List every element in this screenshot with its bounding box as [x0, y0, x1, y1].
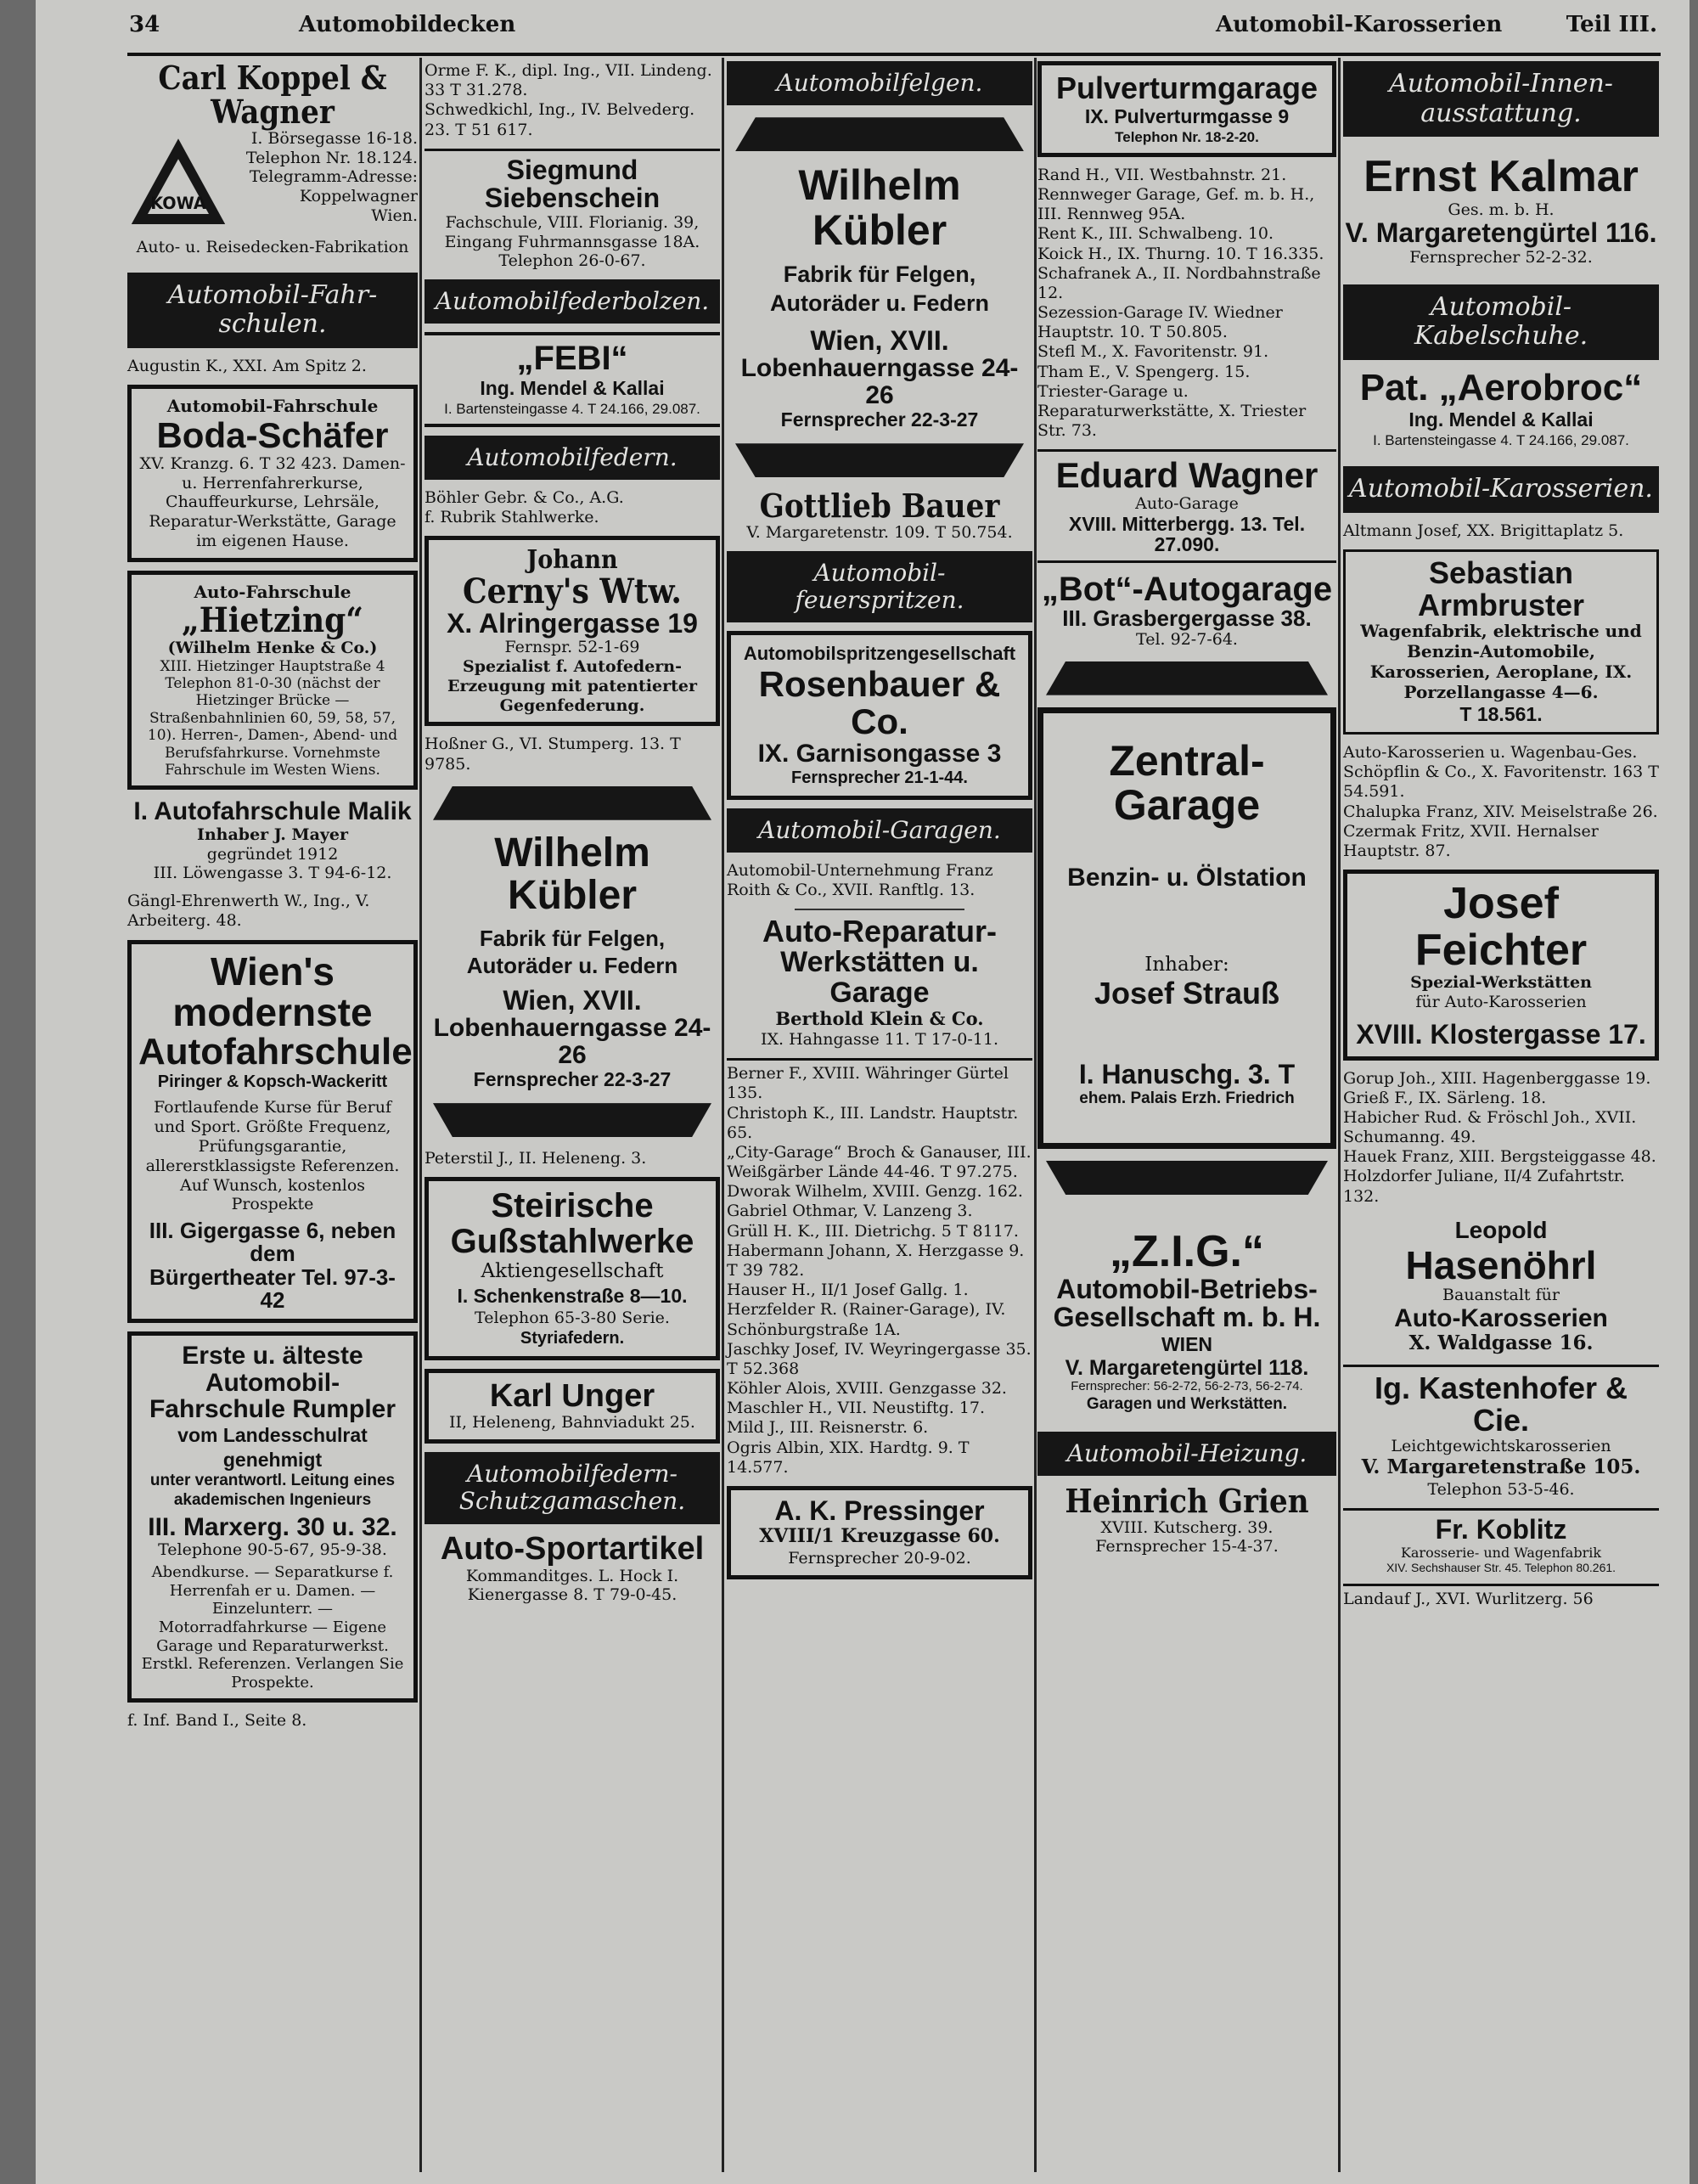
zentral-line: I. Hanuschg. 3. T	[1078, 1058, 1296, 1089]
garage-entries-2	[1037, 166, 1336, 441]
entry: Rand H., VII. Westbahnstr. 21.	[1037, 165, 1287, 184]
ad-rosenbauer	[727, 631, 1032, 799]
pressinger-line: Fernsprecher 20-9-02.	[788, 1548, 971, 1568]
entry: Dworak Wilhelm, XVIII. Genzg. 162.	[727, 1182, 1023, 1202]
entry: Gabriel Othmar, V. Lanzeng 3.	[727, 1202, 973, 1221]
klein-line: Berthold Klein & Co.	[775, 1008, 984, 1030]
entry: Rennweger Garage, Gef. m. b. H., III. Rennweg 95A.	[1037, 185, 1315, 224]
zentral-line: ehem. Palais Erzh. Friedrich	[1079, 1089, 1295, 1108]
ad-aerobroc	[1343, 366, 1659, 449]
hasenoehrl-line: Auto-Karosserien	[1394, 1303, 1608, 1332]
ad-bot	[1037, 571, 1336, 650]
kowa-logo-icon	[127, 132, 229, 234]
entry-augustin: Augustin K., XXI. Am Spitz 2.	[127, 356, 367, 375]
column-5	[1343, 61, 1659, 2172]
section-heading-feuerspritzen: Automobil-feuerspritzen.	[727, 551, 1032, 622]
sport-name: Auto-Sportartikel	[440, 1530, 705, 1567]
entry: Chalupka Franz, XIV. Meiselstraße 26.	[1343, 802, 1658, 821]
febi-name: „FEBI“	[516, 340, 628, 378]
entry: Czermak Fritz, XVII. Hernalser Hauptstr. 87.	[1343, 821, 1599, 860]
rumpler-addr: III. Marxerg. 30 u. 32.	[148, 1512, 397, 1541]
kuebler-addr: Lobenhauerngasse 24-26	[433, 1014, 711, 1069]
hasenoehrl-line: X. Waldgasse 16.	[1408, 1331, 1594, 1355]
feichter-name: Josef Feichter	[1414, 879, 1588, 975]
ad-grien	[1037, 1481, 1336, 1556]
febi-line: Ing. Mendel & Kallai	[480, 377, 665, 400]
koppel-line: Wien.	[371, 205, 418, 225]
bot-name: „Bot“-Autogarage	[1041, 570, 1333, 608]
bot-line: Tel. 92-7-64.	[1136, 629, 1238, 649]
klein-line: IX. Hahngasse 11. T 17-0-11.	[760, 1030, 999, 1050]
rumpler-line: vom Landesschulrat	[177, 1423, 368, 1446]
kastenhofer-name: Ig. Kastenhofer & Cie.	[1374, 1371, 1628, 1438]
grien-name: Heinrich Grien	[1065, 1481, 1309, 1520]
steirische-line: I. Schenkenstraße 8—10.	[457, 1285, 688, 1308]
zig-line: WIEN	[1161, 1332, 1213, 1355]
header-right-title: Automobil-Karosserien	[1216, 12, 1503, 37]
zentral-line: Benzin- u. Ölstation	[1067, 863, 1307, 892]
bot-line: III. Grasbergergasse 38.	[1062, 605, 1312, 631]
armbruster-text: Wagenfabrik, elektrische und Benzin-Automobile, Karosserien, Aeroplane, IX. Porzellangasse 4—6.	[1360, 621, 1642, 703]
entry: Hauek Franz, XIII. Bergsteiggasse 48.	[1343, 1147, 1656, 1167]
ad-hasenoehrl	[1343, 1215, 1659, 1356]
rumpler-line: Erste u. älteste Automobil-	[182, 1342, 363, 1397]
kastenhofer-line: Telephon 53-5-46.	[1427, 1480, 1575, 1500]
steirische-line: Gußstahlwerke	[450, 1223, 694, 1261]
unger-name: Karl Unger	[489, 1377, 655, 1414]
ad-cerny	[424, 536, 720, 726]
section-heading-karosserien: Automobil-Karosserien.	[1343, 466, 1659, 513]
ad-steirische	[424, 1177, 720, 1359]
kuebler-city: Wien, XVII.	[810, 324, 949, 356]
koblitz-line: XIV. Sechshauser Str. 45. Telephon 80.261.	[1386, 1560, 1616, 1574]
pressinger-line: XVIII/1 Kreuzgasse 60.	[759, 1525, 1000, 1548]
entry: Holzdorfer Juliane, II/4 Zufahrtstr. 132.	[1343, 1167, 1625, 1206]
bauer-text: V. Margaretenstr. 109. T 50.754.	[746, 523, 1013, 543]
wiens-sub: Piringer & Kopsch-Wackeritt	[157, 1072, 388, 1092]
pressinger-line: A. K. Pressinger	[774, 1494, 985, 1526]
entry-peterstil: Peterstil J., II. Heleneng. 3.	[424, 1149, 647, 1168]
klein-line: Auto-Reparatur-	[762, 914, 997, 949]
entry: Tham E., V. Spengerg. 15.	[1037, 362, 1251, 381]
garage-entries	[727, 1058, 1032, 1478]
ad-pulverturm	[1037, 61, 1336, 157]
column-4	[1037, 61, 1336, 2172]
armbruster-name: Sebastian Armbruster	[1417, 554, 1585, 622]
decorative-bar	[1046, 661, 1328, 695]
entry: Triester-Garage u. Reparaturwerkstätte, X. Triester Str. 73.	[1037, 381, 1307, 441]
boda-name: Boda-Schäfer	[156, 414, 389, 455]
entry: Rent K., III. Schwalbeng. 10.	[1037, 224, 1274, 244]
decorative-bar	[1046, 1161, 1328, 1195]
cerny-line: Spezialist f. Autofedern-Erzeugung mit patentierter Gegenfederung.	[447, 657, 697, 715]
ad-sportartikel	[424, 1530, 720, 1605]
column-1	[127, 61, 418, 2172]
decorative-bar	[433, 1103, 711, 1137]
kuebler-tel: Fernsprecher 22-3-27	[473, 1068, 672, 1091]
entry: Orme F. K., dipl. Ing., VII. Lindeng. 33 T 31.278.	[424, 61, 712, 100]
section-heading-felgen: Automobilfelgen.	[727, 61, 1032, 105]
ad-feichter	[1343, 870, 1659, 1060]
entry: Schwedkichl, Ing., IV. Belvederg. 23. T 51 617.	[424, 100, 695, 139]
ad-boda-schaefer	[127, 385, 418, 562]
entry: Mild J., III. Reisnerstr. 6.	[727, 1418, 929, 1438]
ad-koppel	[127, 61, 418, 257]
kalmar-line: V. Margaretengürtel 116.	[1345, 217, 1657, 249]
steirische-line: Steirische	[491, 1187, 654, 1225]
kuebler-text: Fabrik für Felgen, Autoräder u. Federn	[466, 925, 678, 979]
pulverturm-line: IX. Pulverturmgasse 9	[1084, 104, 1290, 127]
koppel-line: Telegramm-Adresse:	[249, 167, 418, 187]
header-part: Teil III.	[1566, 12, 1657, 37]
hasenoehrl-line: Bauanstalt für	[1442, 1286, 1560, 1305]
column-divider	[1338, 58, 1341, 2172]
rumpler-line: genehmigt	[222, 1448, 323, 1471]
hietzing-name: „Hietzing“	[181, 599, 364, 640]
entry-altmann: Altmann Josef, XX. Brigittaplatz 5.	[1343, 521, 1624, 540]
wiens-addr: III. Gigergasse 6, neben dem	[149, 1218, 396, 1267]
aerobroc-line: I. Bartensteingasse 4. T 24.166, 29.087.	[1373, 431, 1629, 448]
entry: Ogris Albin, XIX. Hardtg. 9. T 14.577.	[727, 1438, 970, 1477]
rumpler-text: Abendkurse. — Separatkurse f. Herrenfah er u. Damen. — Einzelunterr. — Motorradfahrkurse — Eigene Garage und Reparaturwerkst. Erstkl. Referenzen. Verlangen Sie Prospekte.	[141, 1563, 404, 1691]
steirische-line: Styriafedern.	[520, 1328, 625, 1348]
entries-orme	[424, 61, 720, 140]
entry: Koick H., IX. Thurng. 10. T 16.335.	[1037, 244, 1324, 263]
ad-kalmar	[1343, 154, 1659, 267]
zig-line: Fernsprecher: 56-2-72, 56-2-73, 56-2-74.	[1071, 1378, 1303, 1393]
wiens-addr: Bürgertheater Tel. 97-3-42	[149, 1264, 396, 1314]
entry: Habicher Rud. & Fröschl Joh., XVII. Schumanng. 49.	[1343, 1107, 1637, 1147]
section-heading-garagen: Automobil-Garagen.	[727, 808, 1032, 853]
entry: Jaschky Josef, IV. Weyringergasse 35. T 52.368	[727, 1339, 1032, 1378]
directory-page	[36, 0, 1690, 2184]
kuebler-tel: Fernsprecher 22-3-27	[780, 408, 979, 431]
ad-wiens-autofahrschule	[127, 940, 418, 1324]
ad-pressinger	[727, 1486, 1032, 1579]
section-heading-federbolzen: Automobilfederbolzen.	[424, 279, 720, 324]
column-divider	[722, 58, 724, 2172]
zentral-name: Zentral-Garage	[1109, 736, 1265, 830]
ad-malik	[127, 798, 418, 883]
koblitz-line: Karosserie- und Wagenfabrik	[1400, 1544, 1602, 1561]
entry-landauf: Landauf J., XVI. Wurlitzerg. 56	[1343, 1584, 1659, 1609]
hietzing-top: Auto-Fahrschule	[194, 581, 351, 602]
sport-text: Kommanditges. L. Hock I. Kienergasse 8. T 79-0-45.	[465, 1566, 679, 1605]
entry: Grüll H. K., III. Dietrichg. 5 T 8117.	[727, 1221, 1019, 1241]
rosenbauer-line: IX. Garnisongasse 3	[757, 740, 1002, 768]
grien-line: Fernsprecher 15-4-37.	[1095, 1537, 1279, 1556]
pulverturm-line: Pulverturmgarage	[1055, 70, 1318, 105]
malik-line: III. Löwengasse 3. T 94-6-12.	[153, 864, 392, 883]
boda-top: Automobil-Fahrschule	[166, 395, 379, 416]
page-number: 34	[129, 12, 160, 37]
ad-zentral-garage	[1037, 707, 1336, 1149]
koppel-line: I. Börsegasse 16-18.	[250, 128, 418, 148]
cerny-line: Fernspr. 52-1-69	[504, 638, 640, 657]
ad-armbruster	[1343, 549, 1659, 735]
aerobroc-line: Ing. Mendel & Kallai	[1408, 408, 1594, 431]
zig-line: Garagen und Werkstätten.	[1086, 1394, 1288, 1413]
entry: Maschler H., VII. Neustiftg. 17.	[727, 1399, 986, 1418]
ad-klein	[727, 915, 1032, 1050]
entry: Habermann Johann, X. Herzgasse 9. T 39 782.	[727, 1241, 1025, 1280]
wiens-text: Fortlaufende Kurse für Beruf und Sport. Größte Frequenz, Prüfungsgarantie, allererstklassigste Referenzen. Auf Wunsch, kostenlos Prospekte	[145, 1098, 400, 1214]
siebenschein-name: Siegmund Siebenschein	[484, 154, 661, 214]
kalmar-line: Ges. m. b. H.	[1448, 200, 1555, 219]
ad-siebenschein	[424, 149, 720, 272]
decorative-bar	[433, 786, 711, 820]
steirische-line: Aktiengesellschaft	[481, 1260, 664, 1283]
klein-line: Werkstätten u. Garage	[780, 945, 979, 1009]
feichter-line: für Auto-Karosserien	[1415, 993, 1587, 1012]
cerny-line: X. Alringergasse 19	[447, 607, 698, 639]
decorative-bar	[735, 443, 1024, 477]
page-header	[129, 12, 1657, 48]
column-3	[727, 61, 1032, 2172]
footnote: f. Inf. Band I., Seite 8.	[127, 1711, 307, 1731]
kuebler-name: Wilhelm Kübler	[798, 161, 961, 254]
header-rule	[127, 53, 1661, 56]
febi-line: I. Bartensteingasse 4. T 24.166, 29.087.	[444, 401, 700, 418]
decorative-bar	[735, 117, 1024, 151]
pulverturm-line: Telephon Nr. 18-2-20.	[1115, 128, 1259, 145]
entry: Sezession-Garage IV. Wiedner Hauptstr. 10. T 50.805.	[1037, 303, 1283, 342]
column-divider	[1034, 58, 1037, 2172]
entry: Grieß F., IX. Särleng. 18.	[1343, 1088, 1547, 1107]
ad-kuebler	[727, 163, 1032, 431]
malik-name: I. Autofahrschule Malik	[133, 797, 412, 826]
ad-koppel-name: Carl Koppel & Wagner	[158, 59, 387, 131]
entry-boehler	[424, 488, 720, 527]
wiens-line: modernste	[172, 989, 373, 1034]
feichter-line: XVIII. Klostergasse 17.	[1356, 1018, 1646, 1050]
column-2	[424, 61, 720, 2172]
boda-text: XV. Kranzg. 6. T 32 423. Damen- u. Herrenfahrerkurse, Chauffeurkurse, Lehrsäle, Reparatur-Werkstätte, Garage im eigenen Hause.	[139, 453, 406, 551]
rumpler-line: unter verantwortl. Leitung eines akademischen Ingenieurs	[149, 1472, 396, 1510]
wiens-line: Autofahrschule	[138, 1031, 413, 1073]
entry: Auto-Karosserien u. Wagenbau-Ges. Schöpflin & Co., X. Favoritenstr. 163 T 54.591.	[1343, 743, 1659, 802]
rumpler-line: Fahrschule Rumpler	[149, 1395, 396, 1424]
cerny-line: Cerny's Wtw.	[463, 571, 682, 611]
kalmar-name: Ernst Kalmar	[1363, 152, 1639, 201]
ad-wagner	[1037, 449, 1336, 562]
ad-koblitz	[1343, 1508, 1659, 1575]
entry: Hauser H., II/1 Josef Gallg. 1.	[727, 1281, 969, 1300]
aerobroc-name: Pat. „Aerobroc“	[1359, 366, 1643, 408]
header-left-title: Automobildecken	[299, 12, 516, 37]
entry: Böhler Gebr. & Co., A.G.	[424, 487, 624, 507]
entry: Herzfelder R. (Rainer-Garage), IV. Schönburgstraße 1A.	[727, 1300, 1006, 1339]
entry-gaengl: Gängl-Ehrenwerth W., Ing., V. Arbeiterg. 48.	[127, 892, 370, 931]
ad-bauer	[727, 489, 1032, 543]
ad-kastenhofer	[1343, 1365, 1659, 1500]
rosenbauer-line: Automobilspritzengesellschaft	[743, 643, 1016, 665]
hasenoehrl-line: Leopold	[1454, 1216, 1548, 1243]
unger-text: II, Heleneng, Bahnviadukt 25.	[449, 1413, 695, 1433]
kuebler-addr: Lobenhauerngasse 24-26	[740, 354, 1019, 409]
kastenhofer-line: Leichtgewichtskarosserien	[1391, 1436, 1611, 1455]
section-heading-heizung: Automobil-Heizung.	[1037, 1432, 1336, 1476]
entry: „City-Garage“ Broch & Ganauser, III. Weißgärber Lände 44-46. T 97.275.	[727, 1142, 1032, 1182]
koblitz-name: Fr. Koblitz	[1435, 1514, 1567, 1545]
entry-hossner: Hoßner G., VI. Stumperg. 13. T 9785.	[424, 735, 681, 774]
kalmar-line: Fernsprecher 52-2-32.	[1409, 247, 1593, 267]
koppel-line: Telephon Nr. 18.124.	[245, 148, 418, 167]
steirische-line: Telephon 65-3-80 Serie.	[475, 1308, 670, 1327]
grien-line: XVIII. Kutscherg. 39.	[1100, 1517, 1274, 1537]
kastenhofer-line: V. Margaretenstraße 105.	[1361, 1455, 1641, 1479]
section-heading-schutzgamaschen: Automobilfedern-Schutzgamaschen.	[424, 1452, 720, 1523]
section-heading-kabelschuhe: Automobil-Kabelschuhe.	[1343, 284, 1659, 360]
hietzing-sub: (Wilhelm Henke & Co.)	[167, 638, 378, 657]
wiens-line: Wien's	[211, 948, 335, 993]
zentral-line: Inhaber:	[1144, 954, 1229, 977]
karosserie-entries-1	[1343, 743, 1659, 861]
zig-line: V. Margaretengürtel 118.	[1065, 1355, 1309, 1380]
koppel-line: Koppelwagner	[299, 187, 418, 206]
zig-line: Gesellschaft m. b. H.	[1053, 1302, 1321, 1333]
ad-unger	[424, 1369, 720, 1444]
zentral-owner: Josef Strauß	[1094, 975, 1280, 1010]
malik-line: gegründet 1912	[206, 844, 339, 864]
cerny-line: Johann	[526, 545, 618, 576]
zig-line: „Z.I.G.“	[1110, 1227, 1264, 1276]
section-heading-fahrschulen: Automobil-Fahr-schulen.	[127, 273, 418, 348]
entry: Köhler Alois, XVIII. Genzgasse 32.	[727, 1379, 1007, 1399]
rosenbauer-line: Rosenbauer & Co.	[758, 663, 1001, 741]
koppel-footer: Auto- u. Reisedecken-Fabrikation	[136, 237, 409, 256]
hietzing-text: XIII. Hietzinger Hauptstraße 4 Telephon 81-0-30 (nächst der Hietzinger Brücke — Straßenbahnlinien 60, 59, 58, 57, 10). Herren-, Damen-, Abend- und Berufsfahrkurse. Vornehmste Fahrschule im Westen Wiens.	[147, 657, 398, 779]
hasenoehrl-line: Hasenöhrl	[1405, 1242, 1597, 1287]
rosenbauer-line: Fernsprecher 21-1-44.	[791, 768, 968, 787]
malik-line: Inhaber J. Mayer	[196, 825, 349, 844]
karosserie-entries-2	[1343, 1069, 1659, 1207]
section-heading-innenausstattung: Automobil-Innen-ausstattung.	[1343, 61, 1659, 137]
column-divider	[419, 58, 422, 2172]
entry: f. Rubrik Stahlwerke.	[424, 507, 599, 526]
zig-line: Automobil-Betriebs-	[1056, 1273, 1318, 1304]
ad-kuebler-2	[424, 832, 720, 1091]
section-heading-federn: Automobilfedern.	[424, 436, 720, 480]
wagner-name: Eduard Wagner	[1055, 455, 1318, 496]
entry: Gorup Joh., XIII. Hagenberggasse 19.	[1343, 1068, 1651, 1088]
bauer-name: Gottlieb Bauer	[759, 487, 1000, 526]
feichter-line: Spezial-Werkstätten	[1410, 973, 1592, 993]
entry: Schafranek A., II. Nordbahnstraße 12.	[1037, 263, 1321, 302]
ad-rumpler	[127, 1331, 418, 1703]
wagner-line: Auto-Garage	[1135, 494, 1239, 514]
ad-hietzing	[127, 571, 418, 791]
ad-zig	[1037, 1229, 1336, 1415]
kuebler-city: Wien, XVII.	[503, 984, 642, 1016]
kuebler-text: Fabrik für Felgen, Autoräder u. Federn	[769, 262, 990, 316]
entry-roith: Automobil-Unternehmung Franz Roith & Co., XVII. Ranftlg. 13.	[727, 860, 993, 899]
rumpler-tel: Telephone 90-5-67, 95-9-38.	[158, 1540, 387, 1560]
divider	[795, 909, 964, 910]
siebenschein-text: Fachschule, VIII. Florianig. 39, Eingang Fuhrmannsgasse 18A. Telephon 26-0-67.	[444, 212, 700, 271]
entry: Berner F., XVIII. Währinger Gürtel 135.	[727, 1064, 1009, 1103]
kuebler-name: Wilhelm Kübler	[494, 830, 650, 919]
wagner-line: XVIII. Mitterbergg. 13. Tel. 27.090.	[1068, 513, 1306, 556]
svg-text:KOWA: KOWA	[150, 193, 206, 213]
ad-febi	[424, 332, 720, 426]
armbruster-tel: T 18.561.	[1459, 703, 1543, 726]
entry: Christoph K., III. Landstr. Hauptstr. 65.	[727, 1103, 1019, 1142]
entry: Stefl M., X. Favoritenstr. 91.	[1037, 342, 1269, 362]
